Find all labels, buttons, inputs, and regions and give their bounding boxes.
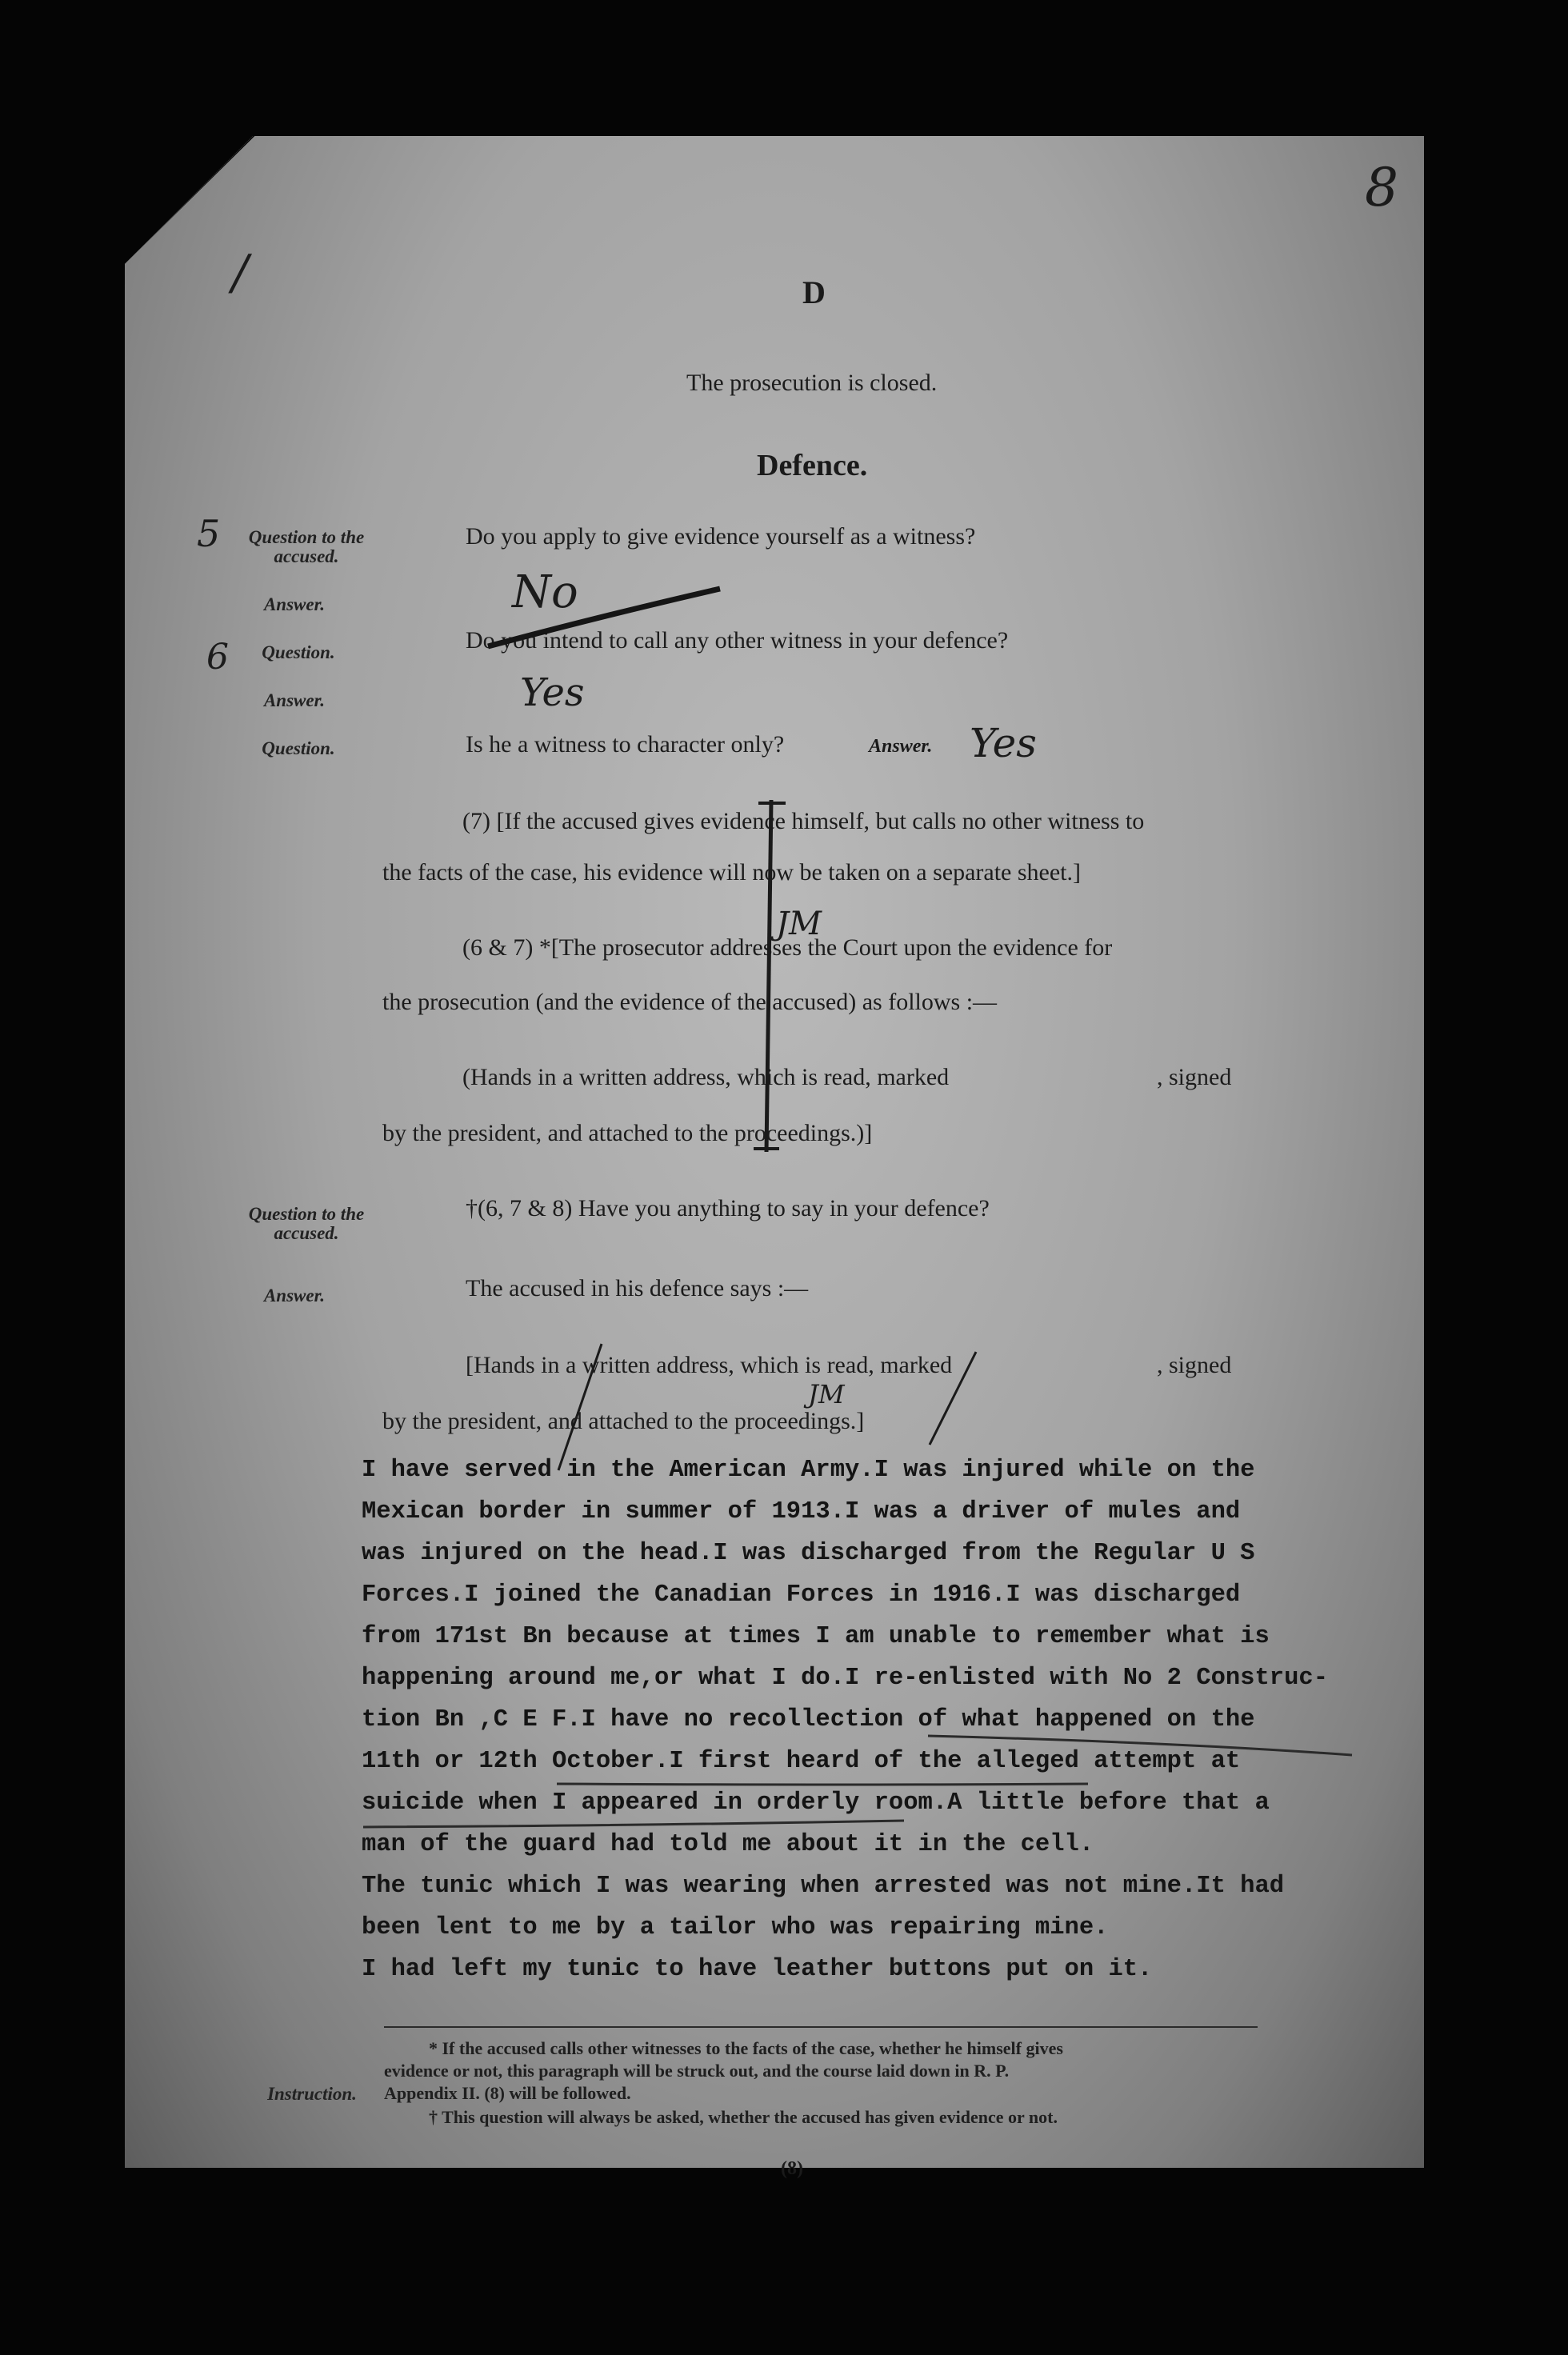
handwritten-page-number: 8 (1365, 157, 1398, 218)
question-anything-to-say: †(6, 7 & 8) Have you anything to say in your defence? (466, 1195, 990, 1221)
handwritten-corner-mark: / (232, 245, 249, 301)
hands-in-signed: , signed (1157, 1064, 1232, 1090)
statement-line: was injured on the head.I was discharged from the Regular U S (362, 1540, 1255, 1567)
margin-question-to-accused: Question to the accused. (248, 1204, 365, 1243)
statement-line: man of the guard had told me about it in the cell. (362, 1831, 1094, 1858)
footnote-star-line-3: Appendix II. (8) will be followed. (384, 2083, 631, 2103)
statement-line: Forces.I joined the Canadian Forces in 1916.I was discharged (362, 1581, 1241, 1609)
underline-stroke (928, 1736, 1352, 1755)
statement-line: been lent to me by a tailor who was repairing mine. (362, 1914, 1109, 1941)
hands-in-address-line-1: (Hands in a written address, which is read, marked (462, 1064, 950, 1090)
prosecution-closed-text: The prosecution is closed. (686, 370, 938, 396)
margin-question: Question. (262, 642, 335, 662)
margin-number-5: 5 (197, 512, 221, 555)
hands-in-signed-2: , signed (1157, 1352, 1232, 1378)
statement-line: The tunic which I was wearing when arrested was not mine.It had (362, 1873, 1285, 1900)
statement-line: 11th or 12th October.I first heard of the alleged attempt at (362, 1748, 1241, 1775)
statement-line: happening around me,or what I do.I re-enlisted with No 2 Construc- (362, 1665, 1328, 1692)
question-call-witness: Do you intend to call any other witness in your defence? (466, 627, 1009, 654)
footnote-star-line-1: * If the accused calls other witnesses to the facts of the case, whether he himself gives (429, 2038, 1063, 2058)
margin-answer: Answer. (263, 690, 326, 710)
hands-in-address-2-line-2: by the president, and attached to the proceedings.] (382, 1408, 865, 1434)
section-letter: D (802, 274, 826, 310)
accused-defence-says: The accused in his defence says :— (466, 1275, 809, 1301)
no-strike-line (488, 589, 720, 646)
hands-in-address-line-2: by the president, and attached to the proceedings.)] (382, 1120, 873, 1146)
statement-line: tion Bn ,C E F.I have no recollection of what happened on the (362, 1706, 1255, 1733)
cross-out-left (558, 1344, 602, 1470)
question-character-witness: Is he a witness to character only? (466, 731, 785, 758)
statement-line: suicide when I appeared in orderly room.A little before that a (362, 1789, 1270, 1817)
footnote-star-line-2: evidence or not, this paragraph will be struck out, and the course laid down in R. P. (384, 2061, 1010, 2081)
handwritten-answer-yes-inline: Yes (970, 720, 1037, 766)
margin-instruction: Instruction. (267, 2084, 357, 2104)
hands-in-address-2-line-1: [Hands in a written address, which is read, marked (466, 1352, 953, 1378)
handwritten-answer-yes: Yes (520, 670, 585, 715)
margin-question-to-accused: Question to the accused. (248, 527, 365, 566)
underline-stroke (363, 1821, 904, 1827)
statement-line: Mexican border in summer of 1913.I was a driver of mules and (362, 1498, 1241, 1525)
page-footer-number: (8) (781, 2158, 803, 2179)
vertical-bracket-line (766, 800, 771, 1152)
handwritten-initials: JM (776, 906, 822, 942)
question-give-evidence: Do you apply to give evidence yourself as a witness? (466, 523, 976, 550)
statement-line: I have served in the American Army.I was injured while on the (362, 1457, 1255, 1484)
footnote-dagger: † This question will always be asked, whether the accused has given evidence or not. (429, 2107, 1058, 2127)
defence-heading: Defence. (757, 449, 868, 482)
paragraph-7-line-2: the facts of the case, his evidence will now be taken on a separate sheet.] (382, 859, 1081, 886)
margin-number-6: 6 (206, 637, 229, 678)
margin-answer: Answer. (263, 1285, 326, 1305)
underline-stroke (557, 1784, 1088, 1785)
answer-label-inline: Answer. (869, 736, 933, 757)
paragraph-7-line-1: (7) [If the accused gives evidence himself, but calls no other witness to (462, 808, 1145, 834)
paragraph-6-7-line-2: the prosecution (and the evidence of the accused) as follows :— (382, 989, 998, 1015)
statement-line: I had left my tunic to have leather buttons put on it. (362, 1956, 1153, 1983)
margin-answer: Answer. (263, 594, 326, 614)
cross-out-right (930, 1352, 976, 1445)
handwritten-initials-2: JM (808, 1379, 845, 1409)
handwritten-answer-no: No (512, 566, 578, 618)
statement-line: from 171st Bn because at times I am unable to remember what is (362, 1623, 1270, 1650)
margin-question: Question. (262, 738, 335, 758)
paragraph-6-7-line-1: (6 & 7) *[The prosecutor addresses the Court upon the evidence for (462, 934, 1113, 961)
